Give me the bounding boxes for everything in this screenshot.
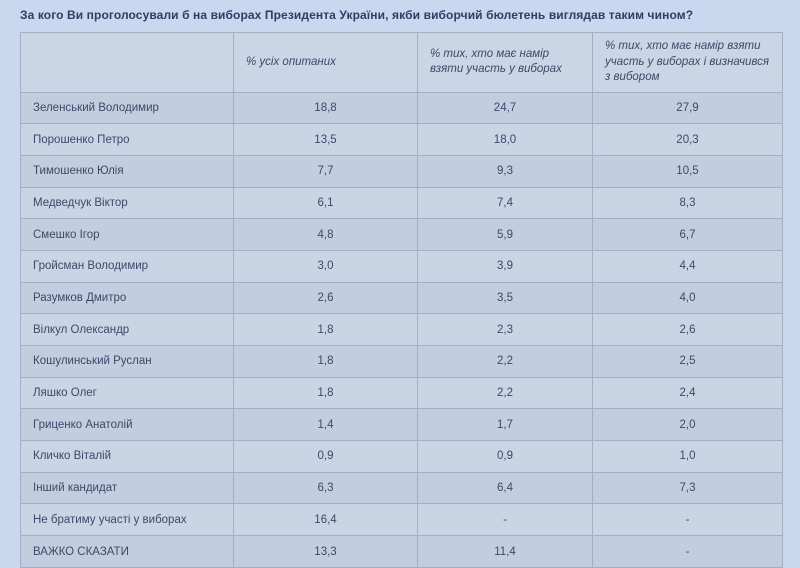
value-cell: 16,4 bbox=[234, 504, 418, 536]
value-cell: 1,4 bbox=[234, 409, 418, 441]
value-cell: 1,8 bbox=[234, 377, 418, 409]
table-row bbox=[21, 92, 783, 124]
header-col-intend-to-vote: % тих, хто має намір взяти участь у виборах bbox=[418, 33, 593, 93]
header-empty-cell bbox=[21, 33, 234, 93]
value-cell: 0,9 bbox=[418, 441, 593, 473]
header-row bbox=[21, 33, 783, 93]
table-row bbox=[21, 472, 783, 504]
candidate-name: Медведчук Віктор bbox=[21, 187, 234, 219]
table-row bbox=[21, 377, 783, 409]
value-cell: 13,5 bbox=[234, 124, 418, 156]
table-row bbox=[21, 219, 783, 251]
value-cell: 5,9 bbox=[418, 219, 593, 251]
value-cell: 11,4 bbox=[418, 536, 593, 568]
candidate-name: Кличко Віталій bbox=[21, 441, 234, 473]
value-cell: 3,0 bbox=[234, 250, 418, 282]
value-cell: 1,8 bbox=[234, 314, 418, 346]
value-cell: - bbox=[593, 536, 783, 568]
value-cell: 1,0 bbox=[593, 441, 783, 473]
table-row bbox=[21, 314, 783, 346]
value-cell: 2,6 bbox=[234, 282, 418, 314]
value-cell: 7,3 bbox=[593, 472, 783, 504]
value-cell: 6,4 bbox=[418, 472, 593, 504]
value-cell: 27,9 bbox=[593, 92, 783, 124]
value-cell: 2,5 bbox=[593, 346, 783, 378]
table-row bbox=[21, 409, 783, 441]
header-col-decided-voters: % тих, хто має намір взяти участь у виборах і визначився з вибором bbox=[593, 33, 783, 93]
value-cell: 1,7 bbox=[418, 409, 593, 441]
value-cell: 18,8 bbox=[234, 92, 418, 124]
candidate-name: Ляшко Олег bbox=[21, 377, 234, 409]
value-cell: 2,6 bbox=[593, 314, 783, 346]
poll-table bbox=[20, 32, 783, 568]
value-cell: 10,5 bbox=[593, 155, 783, 187]
table-body bbox=[21, 92, 783, 567]
candidate-name: Зеленський Володимир bbox=[21, 92, 234, 124]
candidate-name: Гройсман Володимир bbox=[21, 250, 234, 282]
value-cell: 8,3 bbox=[593, 187, 783, 219]
table-row bbox=[21, 441, 783, 473]
value-cell: 4,4 bbox=[593, 250, 783, 282]
value-cell: 3,9 bbox=[418, 250, 593, 282]
value-cell: 6,7 bbox=[593, 219, 783, 251]
value-cell: 18,0 bbox=[418, 124, 593, 156]
candidate-name: Смешко Ігор bbox=[21, 219, 234, 251]
table-row bbox=[21, 282, 783, 314]
value-cell: 0,9 bbox=[234, 441, 418, 473]
value-cell: 6,3 bbox=[234, 472, 418, 504]
candidate-name: Гриценко Анатолій bbox=[21, 409, 234, 441]
value-cell: 6,1 bbox=[234, 187, 418, 219]
value-cell: 4,8 bbox=[234, 219, 418, 251]
value-cell: 2,2 bbox=[418, 346, 593, 378]
value-cell: 20,3 bbox=[593, 124, 783, 156]
table-row bbox=[21, 504, 783, 536]
candidate-name: Тимошенко Юлія bbox=[21, 155, 234, 187]
table-row bbox=[21, 124, 783, 156]
candidate-name: Кошулинський Руслан bbox=[21, 346, 234, 378]
candidate-name: Інший кандидат bbox=[21, 472, 234, 504]
candidate-name: Порошенко Петро bbox=[21, 124, 234, 156]
value-cell: 2,3 bbox=[418, 314, 593, 346]
value-cell: 7,7 bbox=[234, 155, 418, 187]
table-row bbox=[21, 346, 783, 378]
page-title: За кого Ви проголосували б на виборах Президента України, якби виборчий бюлетень виглядав таким чином? bbox=[20, 8, 694, 22]
candidate-name: Разумков Дмитро bbox=[21, 282, 234, 314]
value-cell: 2,2 bbox=[418, 377, 593, 409]
candidate-name: Вілкул Олександр bbox=[21, 314, 234, 346]
value-cell: - bbox=[418, 504, 593, 536]
value-cell: 2,4 bbox=[593, 377, 783, 409]
value-cell: 3,5 bbox=[418, 282, 593, 314]
candidate-name: Не братиму участі у виборах bbox=[21, 504, 234, 536]
value-cell: 13,3 bbox=[234, 536, 418, 568]
value-cell: 7,4 bbox=[418, 187, 593, 219]
value-cell: 2,0 bbox=[593, 409, 783, 441]
value-cell: 4,0 bbox=[593, 282, 783, 314]
value-cell: - bbox=[593, 504, 783, 536]
value-cell: 24,7 bbox=[418, 92, 593, 124]
table-row bbox=[21, 187, 783, 219]
value-cell: 9,3 bbox=[418, 155, 593, 187]
candidate-name: ВАЖКО СКАЗАТИ bbox=[21, 536, 234, 568]
table-row bbox=[21, 250, 783, 282]
value-cell: 1,8 bbox=[234, 346, 418, 378]
header-col-all-respondents: % усіх опитаних bbox=[234, 33, 418, 93]
table-row bbox=[21, 536, 783, 568]
table-row bbox=[21, 155, 783, 187]
